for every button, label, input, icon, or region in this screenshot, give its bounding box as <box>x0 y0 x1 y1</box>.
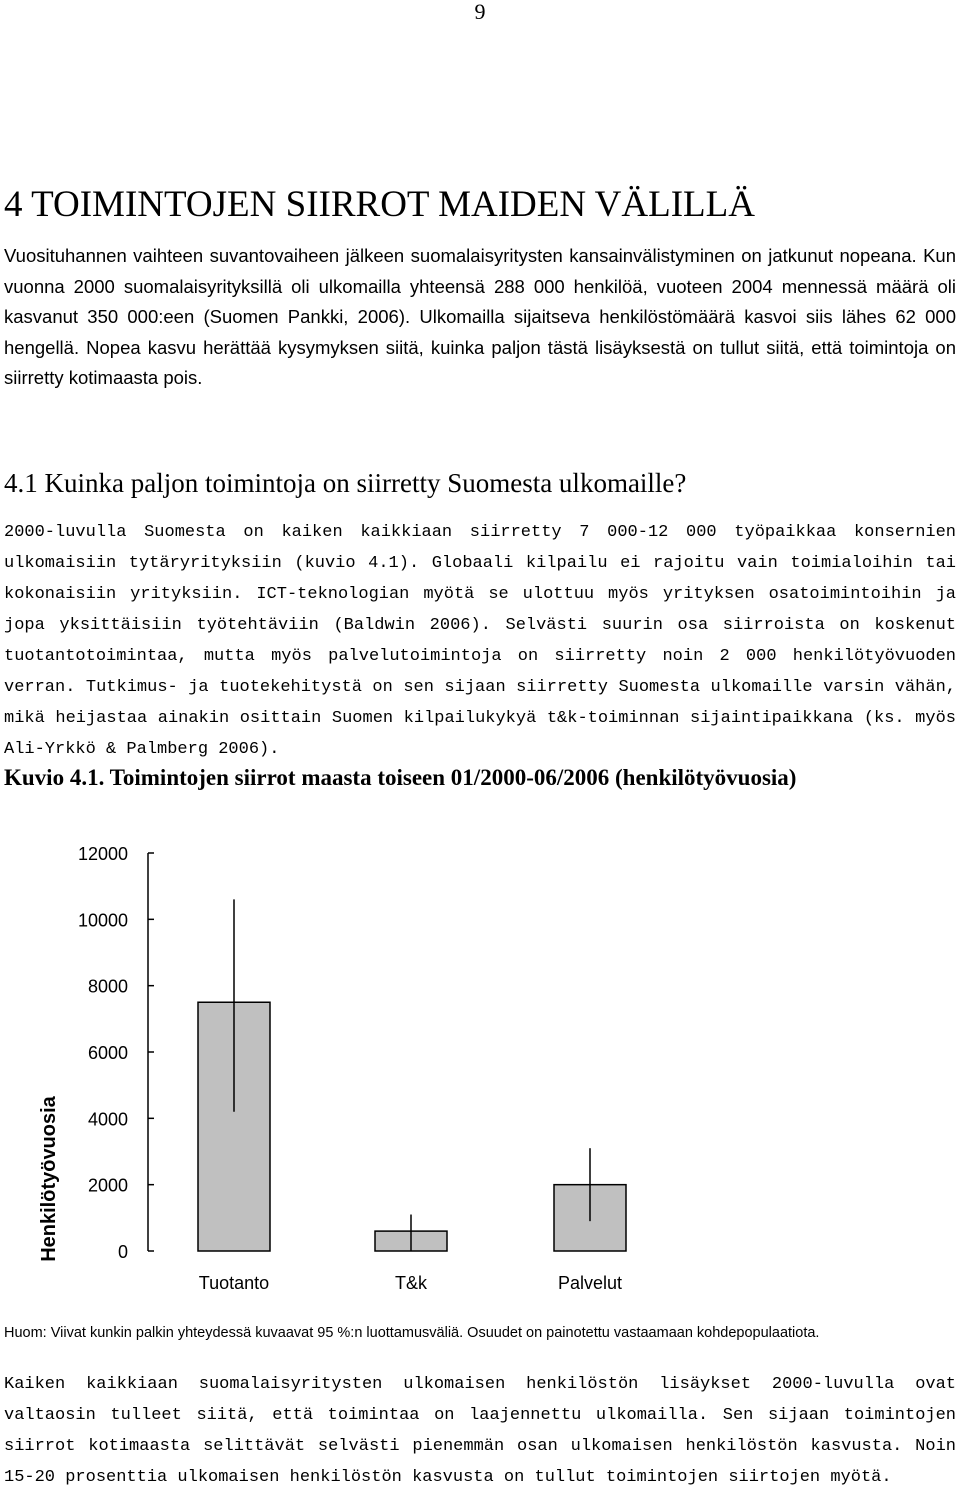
section-paragraph: 2000-luvulla Suomesta on kaiken kaikkiaan siirretty 7 000-12 000 työpaikkaa konsernien ulkomaisiin tytäryrityksiin (kuvio 4.1). Globaali kilpailu ei rajoitu vain toimialoihin tai kokonaisiin yrityksiin. ICT-teknologian myötä se ulottuu myös yrityksen osatoimintoihin ja jopa yksittäisiin työtehtäviin (Baldwin 2006). Selvästi suurin osa siirroista on koskenut tuotantotoimintaa, mutta myös palvelutoimintoja on siirretty noin 2 000 henkilötyövuoden verran. Tutkimus- ja tuotekehitystä on sen sijaan siirretty Suomesta ulkomaille varsin vähän, mikä heijastaa ainakin osittain Suomen kilpailukykyä t&k-toiminnan sijaintipaikkana (ks. myös Ali-Yrkkö & Palmberg 2006). <box>4 523 956 759</box>
y-tick-label: 12000 <box>77 844 128 864</box>
y-tick-label: 10000 <box>77 910 128 931</box>
intro-paragraph: Vuosituhannen vaihteen suvantovaiheen jälkeen suomalaisyritysten kansainvälistyminen on jatkunut nopeana. Kun vuonna 2000 suomalaisyrityksillä oli ulkomailla yhteensä 288 000 henkilöä, vuoteen 2004 mennessä määrä oli kasvanut 350 000:een (Suomen Pankki, 2006). Ulkomailla sijaitseva henkilöstömäärä kasvoi siis lähes 62 000 hengellä. Nopea kasvu herättää kysymyksen siitä, kuinka paljon tästä lisäyksestä on tullut siitä, että toimintoja on siirretty kotimaasta pois. <box>4 245 956 388</box>
x-tick-label: T&k <box>394 1273 428 1293</box>
y-tick-label: 8000 <box>87 976 128 997</box>
y-tick-label: 6000 <box>87 1043 128 1063</box>
figure-note: Huom: Viivat kunkin palkin yhteydessä kuvaavat 95 %:n luottamusväliä. Osuudet on painotettu vastaamaan kohdepopulaatiota. <box>4 1325 820 1341</box>
page-number: 9 <box>474 0 486 24</box>
bar-chart <box>0 820 960 1310</box>
closing-paragraph: Kaiken kaikkiaan suomalaisyritysten ulkomaisen henkilöstön lisäykset 2000-luvulla ovat valtaosin tulleet siitä, että toimintaa on laajennettu ulkomailla. Sen sijaan toimintojen siirrot kotimaasta selittävät selvästi pienemmän osan ulkomaisen henkilöstön kasvusta. Noin 15-20 prosenttia ulkomaisen henkilöstön kasvusta on tullut toimintojen siirtojen myötä. <box>4 1375 956 1487</box>
chapter-heading: 4 TOIMINTOJEN SIIRROT MAIDEN VÄLILLÄ <box>4 184 755 225</box>
y-axis-label: Henkilötyövuosia <box>38 1096 60 1262</box>
y-tick-label: 0 <box>117 1242 128 1262</box>
y-tick-label: 2000 <box>87 1175 128 1196</box>
section-heading: 4.1 Kuinka paljon toimintoja on siirretty Suomesta ulkomaille? <box>4 468 687 498</box>
x-tick-label: Tuotanto <box>198 1273 270 1293</box>
x-tick-label: Palvelut <box>557 1273 623 1293</box>
figure-caption: Kuvio 4.1. Toimintojen siirrot maasta toiseen 01/2000-06/2006 (henkilötyövuosia) <box>4 765 797 790</box>
y-tick-label: 4000 <box>87 1109 128 1130</box>
